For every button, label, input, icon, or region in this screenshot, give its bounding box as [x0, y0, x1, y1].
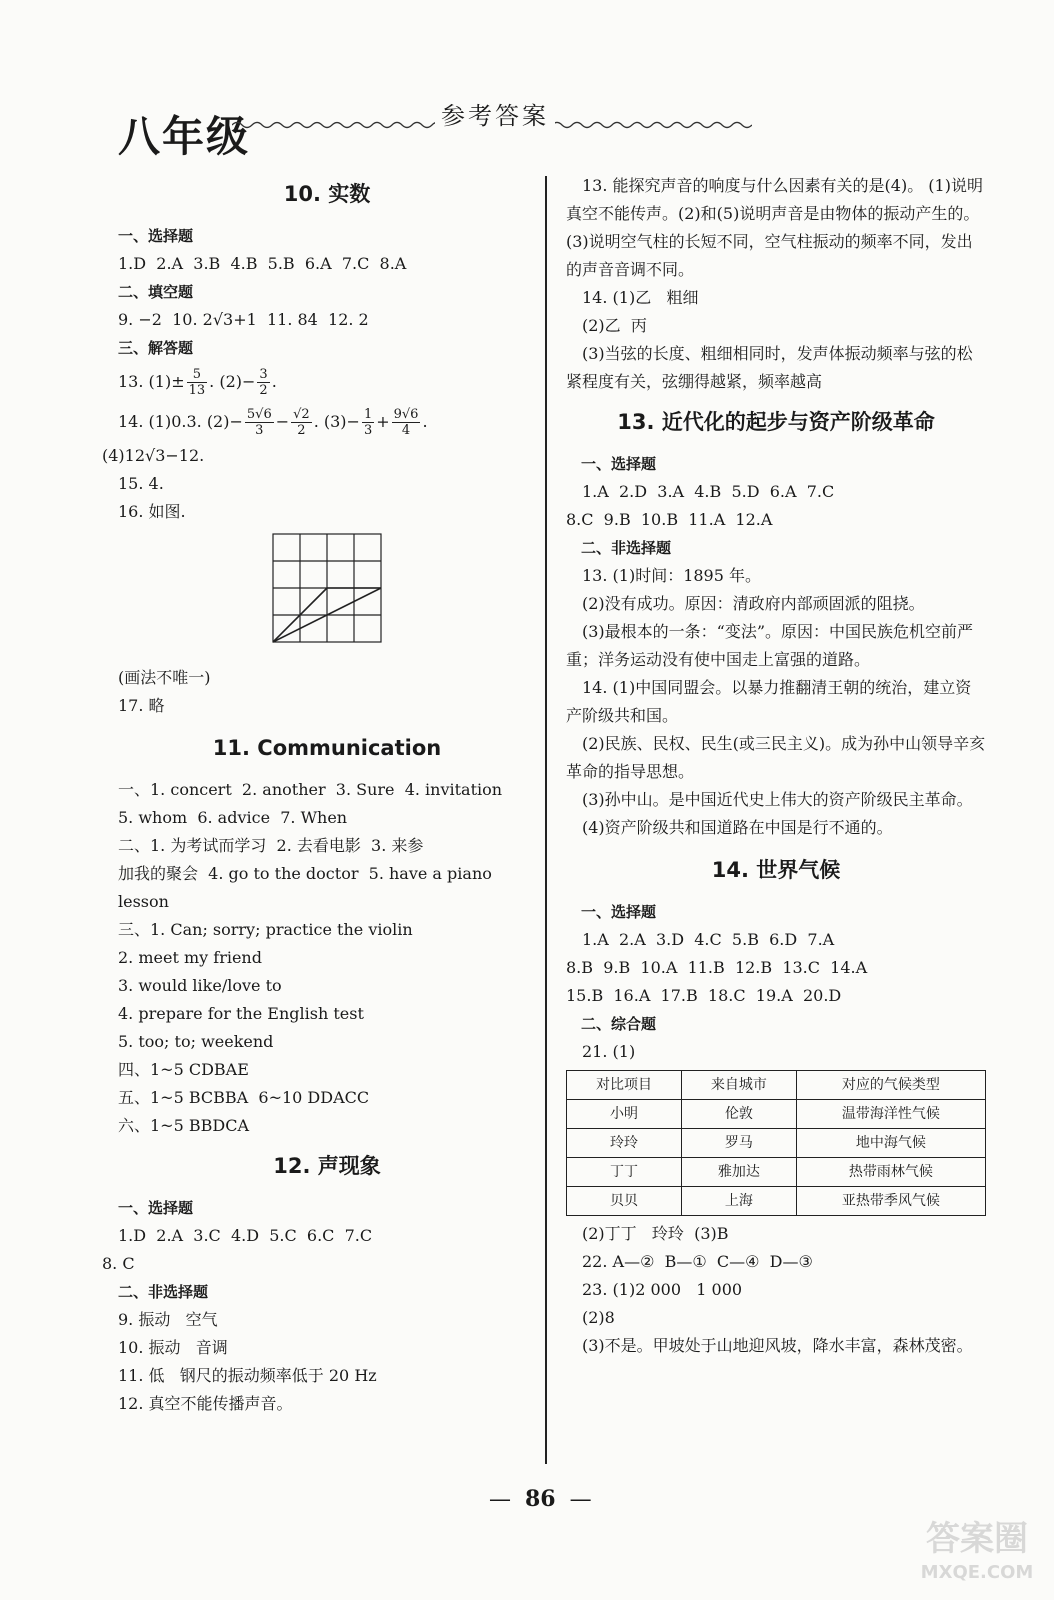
answer-paragraph: (3)不是。甲坡处于山地迎风坡，降水丰富，森林茂密。: [582, 1336, 973, 1355]
section-title-11: 11. Communication: [212, 736, 442, 760]
grid-drawing: [271, 532, 383, 646]
table-cell: 丁丁: [567, 1158, 682, 1187]
subheading: 一、选择题: [581, 455, 657, 473]
answer-line: 8.B 9.B 10.A 11.B 12.B 13.C 14.A: [566, 958, 868, 977]
answer-line: 加我的聚会 4. go to the doctor 5. have a piano: [118, 864, 492, 883]
answer-line: (2)8: [582, 1308, 615, 1327]
table-cell: 罗马: [681, 1129, 796, 1158]
table-header-row: [567, 1071, 986, 1100]
watermark-logo: [912, 1512, 1042, 1586]
answer-line: 1.D 2.A 3.C 4.D 5.C 6.C 7.C: [118, 1226, 373, 1245]
answer-line: 9. 振动 空气: [118, 1310, 218, 1329]
grade-heading: 八年级: [118, 112, 251, 161]
answer-paragraph: (3)孙中山。是中国近代史上伟大的资产阶级民主革命。: [582, 790, 973, 809]
column-divider: [545, 176, 547, 1464]
answer-line: 1.D 2.A 3.B 4.B 5.B 6.A 7.C 8.A: [118, 254, 407, 273]
subheading: 二、非选择题: [581, 539, 672, 557]
answer-line: 17. 略: [118, 696, 165, 715]
subheading: 一、选择题: [118, 227, 194, 245]
answer-line: 9. −2 10. 2√3+1 11. 84 12. 2: [118, 310, 369, 329]
answer-paragraph: (3)最根本的一条：“变法”。原因：中国民族危机空前严重；洋务运动没有使中国走上富强的道路。: [566, 622, 974, 669]
table-cell: 热带雨林气候: [796, 1158, 985, 1187]
section-title-12: 12. 声现象: [273, 1154, 381, 1178]
table-header: 来自城市: [681, 1071, 796, 1100]
answer-line: 14. (1)乙 粗细: [582, 288, 699, 307]
subheading: 三、解答题: [118, 339, 194, 357]
subheading: 一、选择题: [118, 1199, 194, 1217]
page-number-value: 86: [525, 1486, 556, 1512]
answer-line: 2. meet my friend: [118, 948, 262, 967]
answer-line: (2)乙 丙: [582, 316, 647, 335]
watermark-top: 答案圈: [926, 1519, 1028, 1559]
answer-line: 12. 真空不能传播声音。: [118, 1394, 293, 1413]
answer-line: (4)资产阶级共和国道路在中国是行不通的。: [582, 818, 893, 837]
answer-line: 1.A 2.A 3.D 4.C 5.B 6.D 7.A: [582, 930, 835, 949]
table-cell: 玲玲: [567, 1129, 682, 1158]
answer-line: 10. 振动 音调: [118, 1338, 228, 1357]
table-cell: 小明: [567, 1100, 682, 1129]
answer-line: 六、1~5 BBDCA: [118, 1116, 249, 1135]
answer-line: 五、1~5 BCBBA 6~10 DDACC: [118, 1088, 370, 1107]
answer-line: (2)丁丁 玲玲 (3)B: [582, 1224, 729, 1243]
answer-line: 一、1. concert 2. another 3. Sure 4. invitation: [118, 780, 503, 799]
answer-line: 二、1. 为考试而学习 2. 去看电影 3. 来参: [118, 836, 424, 855]
grid-figure: [118, 532, 536, 656]
answer-line: 15. 4.: [118, 474, 164, 493]
table-cell: 亚热带季风气候: [796, 1187, 985, 1216]
answer-paragraph: 14. (1)中国同盟会。以暴力推翻清王朝的统治，建立资产阶级共和国。: [566, 678, 972, 725]
answer-line: 8. C: [102, 1254, 135, 1273]
answer-paragraph: (2)没有成功。原因：清政府内部顽固派的阻挠。: [582, 594, 925, 613]
section-title-14: 14. 世界气候: [711, 858, 841, 882]
table-cell: 温带海洋性气候: [796, 1100, 985, 1129]
answer-line: 11. 低 钢尺的振动频率低于 20 Hz: [118, 1366, 377, 1385]
table-header: 对比项目: [567, 1071, 682, 1100]
answer-line: 5. whom 6. advice 7. When: [118, 808, 348, 827]
table-cell: 雅加达: [681, 1158, 796, 1187]
answer-line: 23. (1)2 000 1 000: [582, 1280, 743, 1299]
answer-q13: 13. (1)± $\frac{5}{13}$ . (2)− $\frac{3}{2}$ .: [118, 367, 277, 398]
answer-line: 15.B 16.A 17.B 18.C 19.A 20.D: [566, 986, 842, 1005]
climate-table: [566, 1070, 986, 1216]
table-row: [567, 1158, 986, 1187]
answer-q14: 14. (1)0.3. (2)− $\frac{5√6}{3}$ − $\frac{√2}{2}$ . (3)− $\frac{1}{3}$ + $\frac{9√6}{4}$ .: [118, 407, 428, 438]
watermark-bottom: MXQE.COM: [920, 1562, 1034, 1583]
left-column: [102, 172, 536, 1418]
answer-line: 8.C 9.B 10.B 11.A 12.A: [566, 510, 773, 529]
subheading: 二、非选择题: [118, 1283, 209, 1301]
right-column: [566, 172, 986, 1360]
answer-line: 5. too; to; weekend: [118, 1032, 274, 1051]
answer-line: 22. A—② B—① C—④ D—③: [582, 1252, 813, 1271]
answer-line: 21. (1): [582, 1042, 636, 1061]
table-cell: 地中海气候: [796, 1129, 985, 1158]
answer-line: 16. 如图.: [118, 502, 186, 521]
section-title-13: 13. 近代化的起步与资产阶级革命: [617, 410, 935, 434]
subheading: 二、综合题: [581, 1015, 657, 1033]
answer-paragraph: (2)民族、民权、民生(或三民主义)。成为孙中山领导辛亥革命的指导思想。: [566, 734, 986, 781]
table-header: 对应的气候类型: [796, 1071, 985, 1100]
answer-key-title: 参考答案: [435, 96, 555, 131]
answer-line: 1.A 2.D 3.A 4.B 5.D 6.A 7.C: [582, 482, 835, 501]
table-row: [567, 1100, 986, 1129]
answer-line: 三、1. Can; sorry; practice the violin: [118, 920, 413, 939]
answer-line: (画法不唯一): [118, 668, 211, 687]
page-number: — 86 —: [489, 1486, 592, 1512]
subheading: 一、选择题: [581, 903, 657, 921]
table-row: [567, 1129, 986, 1158]
answer-line: 13. (1)时间：1895 年。: [582, 566, 762, 585]
answer-line: 四、1~5 CDBAE: [118, 1060, 249, 1079]
section-title-10: 10. 实数: [283, 182, 371, 206]
answer-paragraph: (3)当弦的长度、粗细相同时，发声体振动频率与弦的松紧程度有关，弦绷得越紧，频率越高: [566, 344, 973, 391]
answer-line: 4. prepare for the English test: [118, 1004, 364, 1023]
subheading: 二、填空题: [118, 283, 194, 301]
answer-line: 3. would like/love to: [118, 976, 282, 995]
table-cell: 伦敦: [681, 1100, 796, 1129]
table-cell: 贝贝: [567, 1187, 682, 1216]
answer-line: lesson: [118, 892, 169, 911]
answer-line: (4)12√3−12.: [102, 446, 205, 465]
table-row: [567, 1187, 986, 1216]
answer-paragraph: 13. 能探究声音的响度与什么因素有关的是(4)。 (1)说明真空不能传声。(2)和(5)说明声音是由物体的振动产生的。(3)说明空气柱的长短不同，空气柱振动的频率不同，发出的声音音调不同。: [566, 176, 983, 279]
table-cell: 上海: [681, 1187, 796, 1216]
